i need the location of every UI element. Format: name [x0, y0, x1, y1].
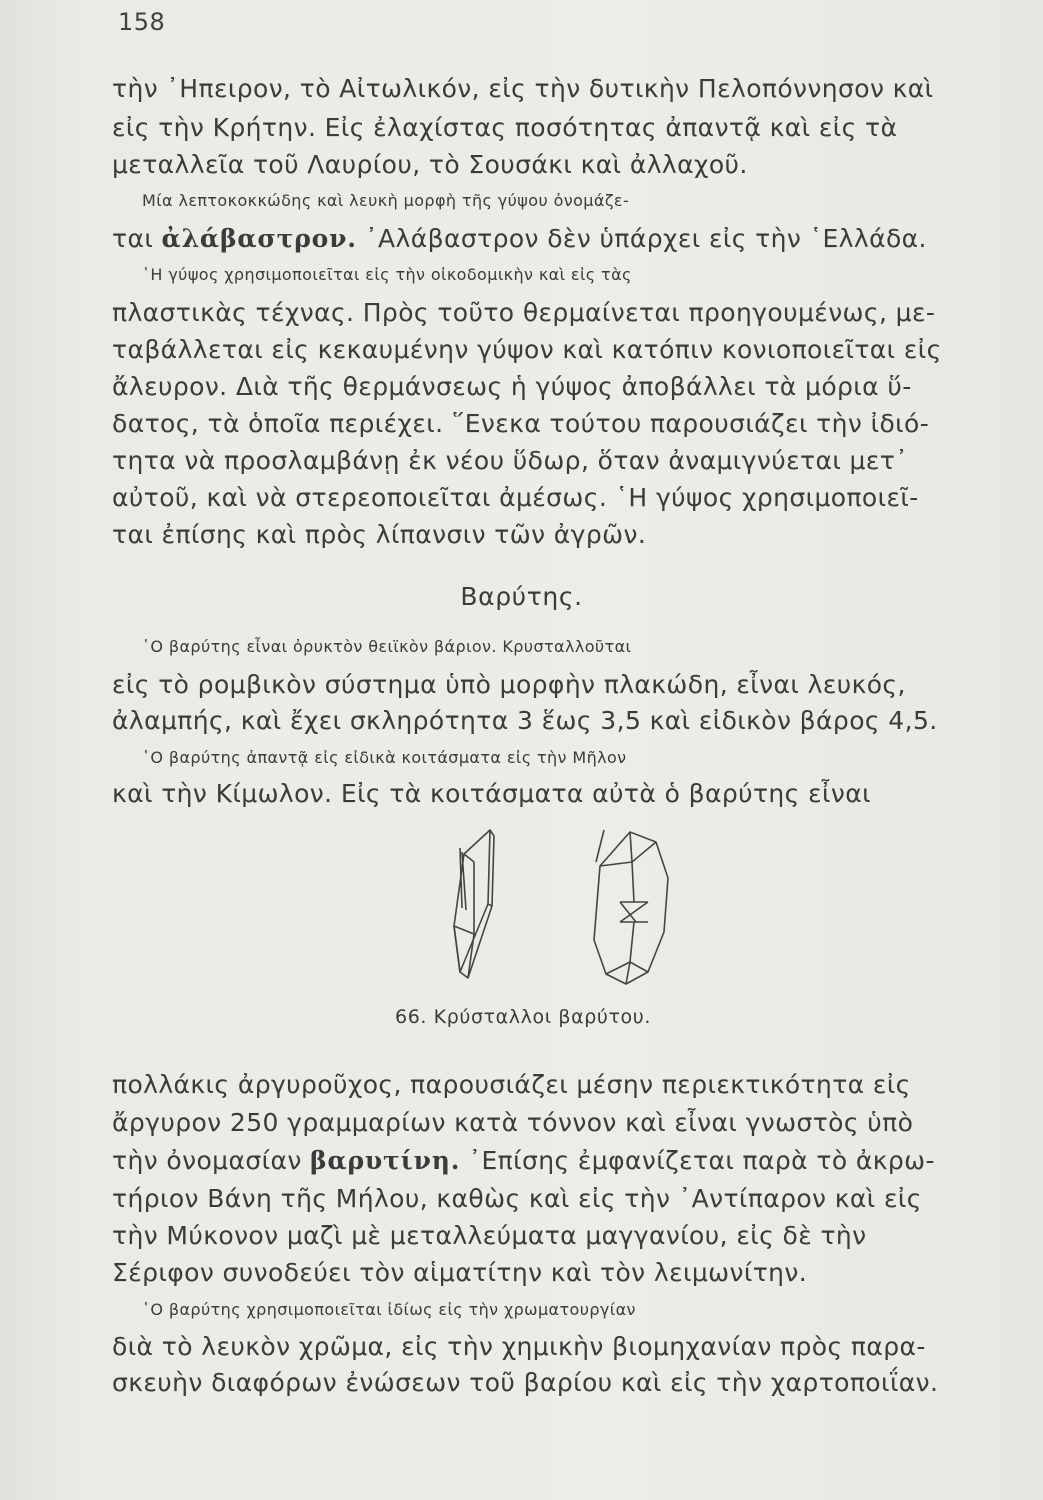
- text-line: ῾Ο βαρύτης ἀπαντᾷ εἰς εἰδικὰ κοιτάσματα εἰς τὴν Μῆλον: [142, 748, 627, 767]
- text-line: ἄλευρον. Διὰ τῆς θερμάνσεως ἡ γύψος ἀποβάλλει τὰ μόρια ὕ-: [112, 372, 912, 401]
- text-line: ται ἐπίσης καὶ πρὸς λίπανσιν τῶν ἀγρῶν.: [112, 520, 647, 549]
- text-line: τήριον Βάνη τῆς Μήλου, καθὼς καὶ εἰς τὴν ᾿Αντίπαρον καὶ εἰς: [112, 1184, 922, 1213]
- text-line: εἰς τὴν Κρήτην. Εἰς ἐλαχίστας ποσότητας ἀπαντᾷ καὶ εἰς τὰ: [112, 113, 898, 142]
- text-line: τητα νὰ προσλαμβάνῃ ἐκ νέου ὕδωρ, ὅταν ἀναμιγνύεται μετ᾿: [112, 446, 909, 475]
- text-line: εἰς τὸ ρομβικὸν σύστημα ὑπὸ μορφὴν πλακώδη, εἶναι λευκός,: [112, 670, 906, 699]
- text-line: ῾Η γύψος χρησιμοποιεῖται εἰς τὴν οἰκοδομικὴν καὶ εἰς τὰς: [142, 265, 632, 284]
- text-line: καὶ τὴν Κίμωλον. Εἰς τὰ κοιτάσματα αὐτὰ ὁ βαρύτης εἶναι: [112, 779, 871, 808]
- text-line: πλαστικὰς τέχνας. Πρὸς τοῦτο θερμαίνεται προηγουμένως, με-: [112, 298, 936, 327]
- text-line: ἄργυρον 250 γραμμαρίων κατὰ τόννον καὶ εἶναι γνωστὸς ὑπὸ: [112, 1108, 914, 1137]
- tabular-crystal-drawing: [454, 830, 494, 978]
- text-line: ταβάλλεται εἰς κεκαυμένην γύψον καὶ κατόπιν κονιοποιεῖται εἰς: [112, 335, 942, 364]
- text-run: ᾿Αλάβαστρον δὲν ὑπάρχει εἰς τὴν ῾Ελλάδα.: [356, 224, 927, 253]
- text-line: πολλάκις ἀργυροῦχος, παρουσιάζει μέσην περιεκτικότητα εἰς: [112, 1070, 911, 1099]
- text-line: σκευὴν διαφόρων ἐνώσεων τοῦ βαρίου καὶ εἰς τὴν χαρτοποιΐαν.: [112, 1368, 939, 1397]
- text-line: μεταλλεῖα τοῦ Λαυρίου, τὸ Σουσάκι καὶ ἀλλαχοῦ.: [112, 150, 748, 179]
- crystal-drawings: [430, 822, 700, 1002]
- figure-caption: 66. Κρύσταλλοι βαρύτου.: [395, 1006, 651, 1028]
- text-line: ῾Ο βαρύτης χρησιμοποιεῖται ἰδίως εἰς τὴν χρωματουργίαν: [142, 1300, 636, 1319]
- barite-crystals-figure: [430, 822, 700, 1002]
- prismatic-crystal-drawing: [594, 830, 668, 984]
- text-line: τὴν Μύκονον μαζὶ μὲ μεταλλεύματα μαγγανίου, εἰς δὲ τὴν: [112, 1221, 867, 1250]
- text-line: Σέριφον συνοδεύει τὸν αἱματίτην καὶ τὸν λειμωνίτην.: [112, 1258, 808, 1287]
- text-line-alabaster: [112, 222, 992, 256]
- text-line: ῾Ο βαρύτης εἶναι ὀρυκτὸν θειϊκὸν βάριον. Κρυσταλλοῦται: [142, 637, 632, 656]
- text-line: δατος, τὰ ὁποῖα περιέχει. ῞Ενεκα τούτου παρουσιάζει τὴν ἰδιό-: [112, 409, 930, 438]
- text-line: Μία λεπτοκοκκώδης καὶ λευκὴ μορφὴ τῆς γύψου ὀνομάζε-: [142, 191, 630, 210]
- term-barytine: βαρυτίνη.: [310, 1146, 461, 1175]
- page-number: 158: [118, 8, 166, 36]
- text-line: τὴν ᾿Ηπειρον, τὸ Αἰτωλικόν, εἰς τὴν δυτικὴν Πελοπόννησον καὶ: [112, 74, 934, 103]
- text-line: αὐτοῦ, καὶ νὰ στερεοποιεῖται ἀμέσως. ῾Η γύψος χρησιμοποιεῖ-: [112, 483, 919, 512]
- text-line-barytine: [112, 1144, 992, 1178]
- section-heading: Βαρύτης.: [460, 582, 583, 611]
- text-line: διὰ τὸ λευκὸν χρῶμα, εἰς τὴν χημικὴν βιομηχανίαν πρὸς παρα-: [112, 1332, 926, 1361]
- text-run: ται: [112, 224, 162, 253]
- text-run: ᾿Επίσης ἐμφανίζεται παρὰ τὸ ἀκρω-: [460, 1146, 935, 1175]
- text-line: ἀλαμπής, καὶ ἔχει σκληρότητα 3 ἕως 3,5 καὶ εἰδικὸν βάρος 4,5.: [112, 706, 938, 735]
- text-run: τὴν ὀνομασίαν: [112, 1146, 311, 1175]
- term-alabaster: ἀλάβαστρον.: [161, 224, 357, 253]
